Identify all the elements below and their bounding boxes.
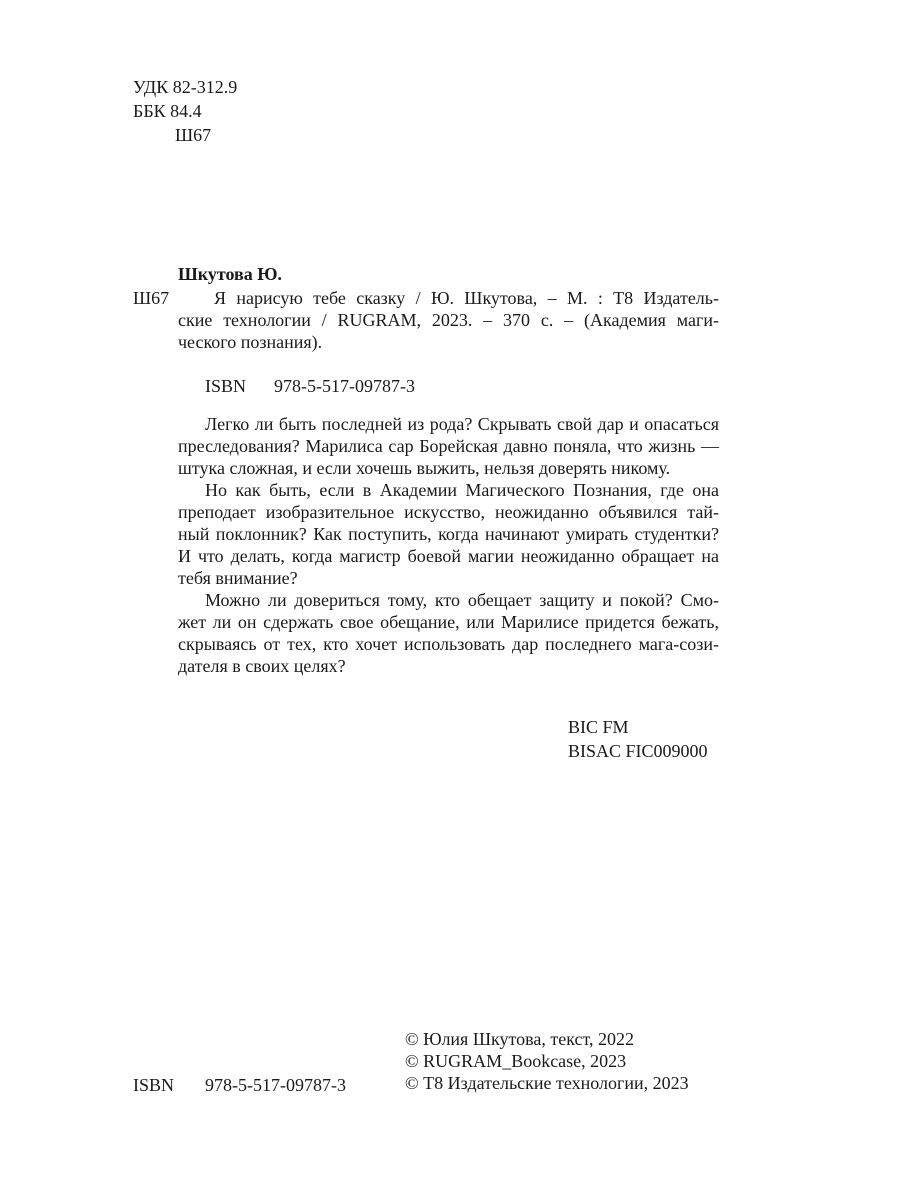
annotation-line: преследования? Марилиса сар Борейская давно поняла, что жизнь —: [178, 436, 719, 456]
record-mark: Ш67: [133, 288, 170, 308]
author-heading: Шкутова Ю.: [178, 264, 283, 284]
bic-code: BIC FM: [568, 717, 629, 737]
annotation-line: тебя внимание?: [178, 568, 298, 588]
annotation-line: Можно ли довериться тому, кто обещает защиту и покой? Смо-: [205, 590, 719, 610]
bbk-code: ББК 84.4: [133, 101, 202, 121]
annotation-paragraph: [178, 589, 719, 677]
annotation-line: Но как быть, если в Академии Магического Познания, где она: [205, 480, 719, 500]
isbn-value: 978-5-517-09787-3: [274, 376, 415, 396]
annotation: [178, 413, 719, 677]
footer-isbn-label: ISBN: [133, 1075, 175, 1095]
annotation-line: И что делать, когда магистр боевой магии неожиданно обращает на: [178, 546, 719, 566]
annotation-line: дателя в своих целях?: [178, 656, 346, 676]
annotation-line: преподает изобразительное искусство, неожиданно объявился тай-: [178, 502, 719, 522]
udk-code: УДК 82-312.9: [133, 77, 238, 97]
annotation-line: штука сложная, и если хочешь выжить, нельзя доверять никому.: [178, 458, 671, 478]
copyright-line: © Т8 Издательские технологии, 2023: [405, 1073, 689, 1093]
copyright-block: [405, 1028, 689, 1094]
copyright-line: © Юлия Шкутова, текст, 2022: [405, 1029, 635, 1049]
isbn-label: ISBN: [205, 376, 247, 396]
bisac-code: BISAC FIC009000: [568, 741, 708, 761]
title-line: Я нарисую тебе сказку / Ю. Шкутова, – М. : Т8 Издатель-: [214, 288, 719, 308]
annotation-paragraph: [178, 479, 719, 589]
author-mark: Ш67: [175, 125, 212, 145]
copyright-line: © RUGRAM_Bookcase, 2023: [405, 1051, 627, 1071]
title-line: ческого познания).: [178, 332, 323, 352]
annotation-line: Легко ли быть последней из рода? Скрывать свой дар и опасаться: [205, 414, 719, 434]
annotation-line: жет ли он сдержать свое обещание, или Марилисе придется бежать,: [178, 612, 719, 632]
bibliographic-description: [178, 287, 719, 353]
title-line: ские технологии / RUGRAM, 2023. – 370 с. – (Академия маги-: [178, 310, 719, 330]
annotation-line: скрываясь от тех, кто хочет использовать дар последнего мага-сози-: [178, 634, 719, 654]
annotation-line: ный поклонник? Как поступить, когда начинают умирать студентки?: [178, 524, 719, 544]
annotation-paragraph: [178, 413, 719, 479]
footer-isbn-value: 978-5-517-09787-3: [205, 1075, 346, 1095]
